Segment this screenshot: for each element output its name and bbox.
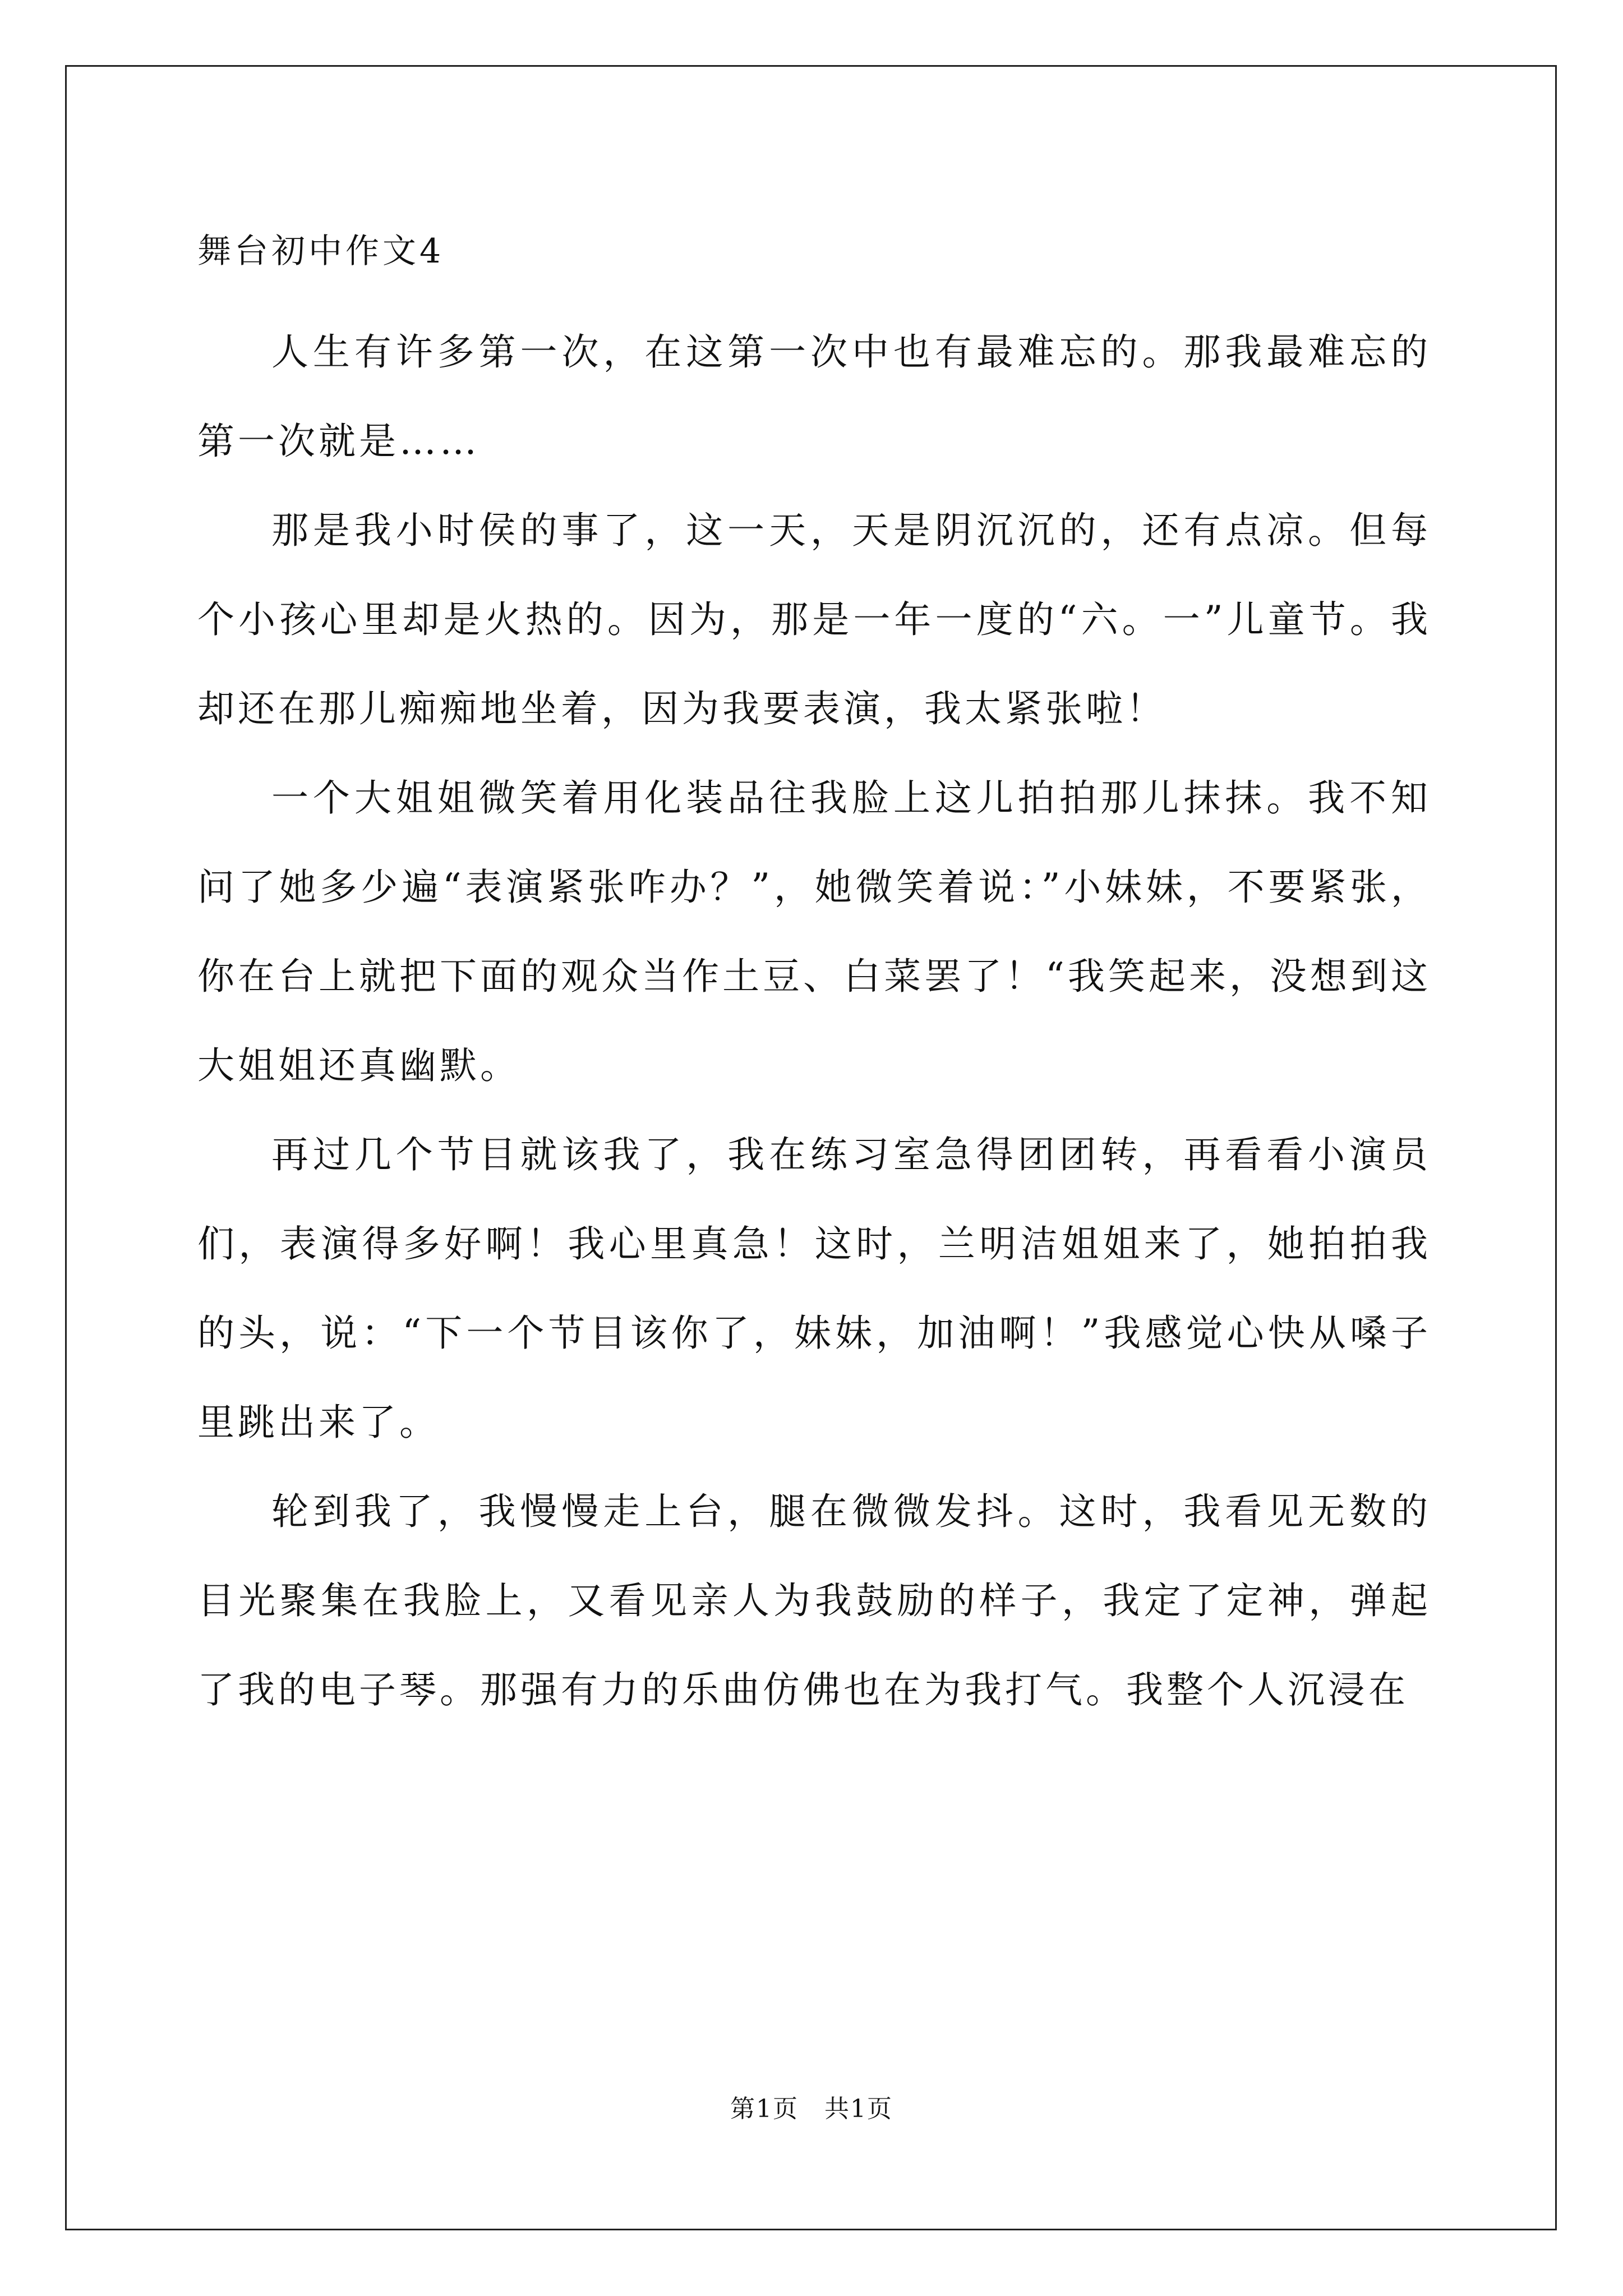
paragraph-1: 人生有许多第一次，在这第一次中也有最难忘的。那我最难忘的第一次就是…… [197,330,1431,463]
document-body [197,218,1431,1734]
document-title: 舞台初中作文4 [197,232,445,271]
paragraph-5: 轮到我了，我慢慢走上台，腿在微微发抖。这时，我看见无数的目光聚集在我脸上，又看见亲人为我鼓励的样子，我定了定神，弹起了我的电子琴。那强有力的乐曲仿佛也在为我打气。我整个人沉浸在 [197,1490,1431,1711]
paragraph-4: 再过几个节目就该我了，我在练习室急得团团转，再看看小演员们，表演得多好啊！我心里真急！这时，兰明洁姐姐来了，她拍拍我的头，说：“下一个节目该你了，妹妹，加油啊！”我感觉心快从嗓子里跳出来了。 [197,1133,1431,1444]
paragraph-2: 那是我小时侯的事了，这一天，天是阴沉沉的，还有点凉。但每个小孩心里却是火热的。因为，那是一年一度的“六。一”儿童节。我却还在那儿痴痴地坐着，因为我要表演，我太紧张啦！ [197,509,1431,730]
page-number-footer: 第1页 共1页 [730,2095,893,2123]
paragraph-3: 一个大姐姐微笑着用化装品往我脸上这儿拍拍那儿抹抹。我不知问了她多少遍“表演紧张咋办？”，她微笑着说：”小妹妹，不要紧张，你在台上就把下面的观众当作土豆、白菜罢了！“我笑起来，没想到这大姐姐还真幽默。 [197,776,1431,1087]
